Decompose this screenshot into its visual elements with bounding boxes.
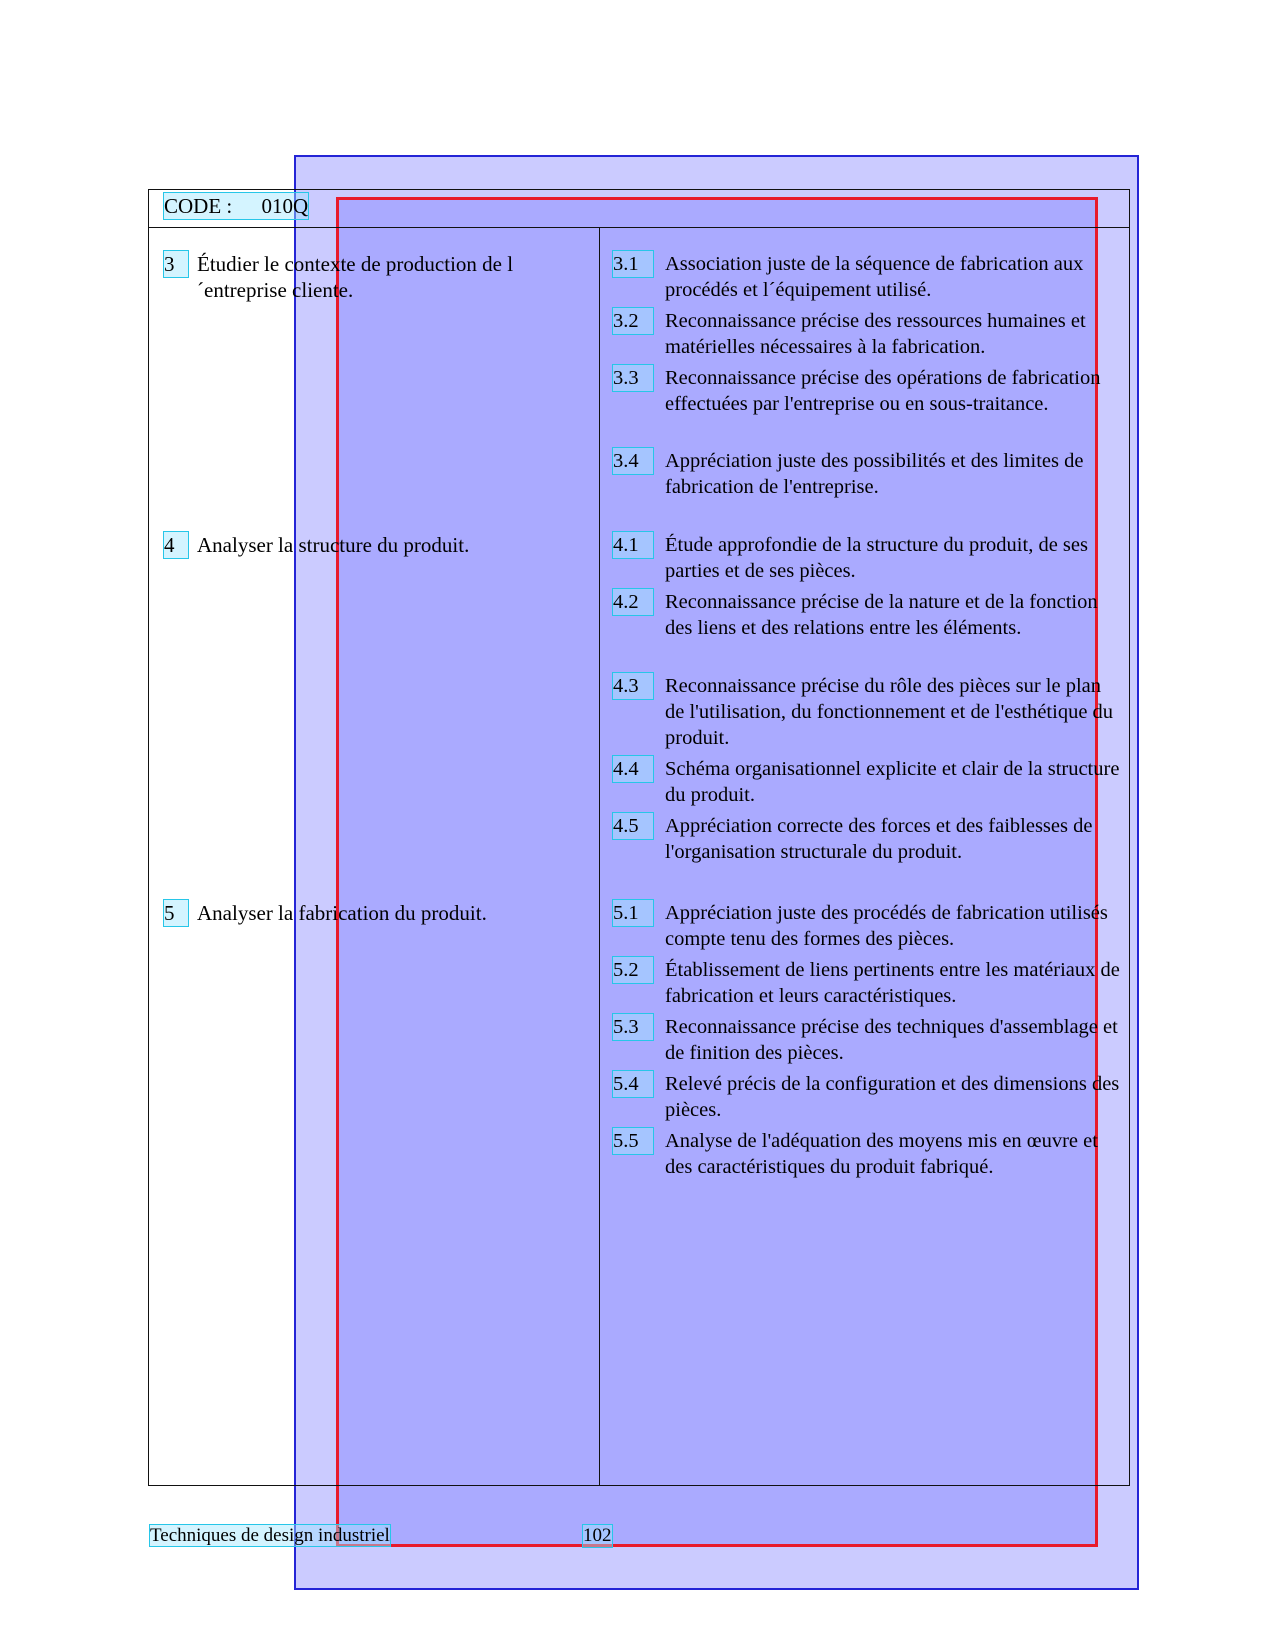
criterion-number: 4.3 (613, 673, 653, 699)
criterion-number: 5.5 (613, 1128, 653, 1154)
criterion-text: Association juste de la séquence de fabrication aux procédés et l´équipement utilisé. (665, 253, 1084, 301)
criterion-number: 5.3 (613, 1014, 653, 1040)
criterion-text: Étude approfondie de la structure du produit, de ses parties et de ses pièces. (665, 534, 1088, 582)
footer-program: Techniques de design industriel (150, 1525, 390, 1546)
table-header-divider (148, 227, 1130, 228)
criterion-text: Analyse de l'adéquation des moyens mis en œuvre et des caractéristiques du produit fabriqué. (665, 1130, 1098, 1178)
code-label: CODE : (164, 194, 233, 218)
code-value: 010Q (261, 194, 309, 218)
criterion-number: 5.2 (613, 957, 653, 983)
criterion-number: 3.4 (613, 448, 653, 474)
criterion-text: Établissement de liens pertinents entre les matériaux de fabrication et leurs caractéristiques. (665, 959, 1120, 1007)
criterion-text: Appréciation juste des procédés de fabrication utilisés compte tenu des formes des pièces. (665, 902, 1108, 950)
criterion-number: 4.5 (613, 813, 653, 839)
page-footer (150, 1525, 612, 1547)
criterion-text: Reconnaissance précise des ressources humaines et matérielles nécessaires à la fabrication. (665, 310, 1086, 358)
element-number: 4 (164, 532, 188, 558)
criterion-number: 3.2 (613, 308, 653, 334)
criterion-number: 3.1 (613, 251, 653, 277)
criterion-number: 4.1 (613, 532, 653, 558)
criterion-text: Reconnaissance précise des opérations de fabrication effectuées par l'entreprise ou en sous-traitance. (665, 367, 1101, 415)
criterion-number: 4.2 (613, 589, 653, 615)
criterion-text: Relevé précis de la configuration et des dimensions des pièces. (665, 1073, 1120, 1121)
criterion-text: Appréciation correcte des forces et des faiblesses de l'organisation structurale du produit. (665, 815, 1093, 863)
criterion-text: Reconnaissance précise des techniques d'assemblage et de finition des pièces. (665, 1016, 1118, 1064)
table-column-divider (599, 227, 600, 1486)
element-number: 3 (164, 251, 188, 277)
element-text: Analyser la fabrication du produit. (197, 901, 487, 925)
footer-page-number: 102 (583, 1525, 612, 1546)
criterion-number: 4.4 (613, 756, 653, 782)
element-text: Analyser la structure du produit. (197, 533, 470, 557)
criterion-text: Reconnaissance précise du rôle des pièces sur le plan de l'utilisation, du fonctionnement et de l'esthétique du produit. (665, 675, 1114, 749)
criterion-number: 5.1 (613, 900, 653, 926)
competency-code (164, 193, 308, 219)
criterion-text: Reconnaissance précise de la nature et de la fonction des liens et des relations entre les éléments. (665, 591, 1098, 639)
criterion-number: 5.4 (613, 1071, 653, 1097)
criterion-text: Schéma organisationnel explicite et clair de la structure du produit. (665, 758, 1120, 806)
criterion-text: Appréciation juste des possibilités et des limites de fabrication de l'entreprise. (665, 450, 1084, 498)
element-text: Étudier le contexte de production de l´entreprise cliente. (197, 252, 514, 302)
criterion-number: 3.3 (613, 365, 653, 391)
element-number: 5 (164, 900, 188, 926)
